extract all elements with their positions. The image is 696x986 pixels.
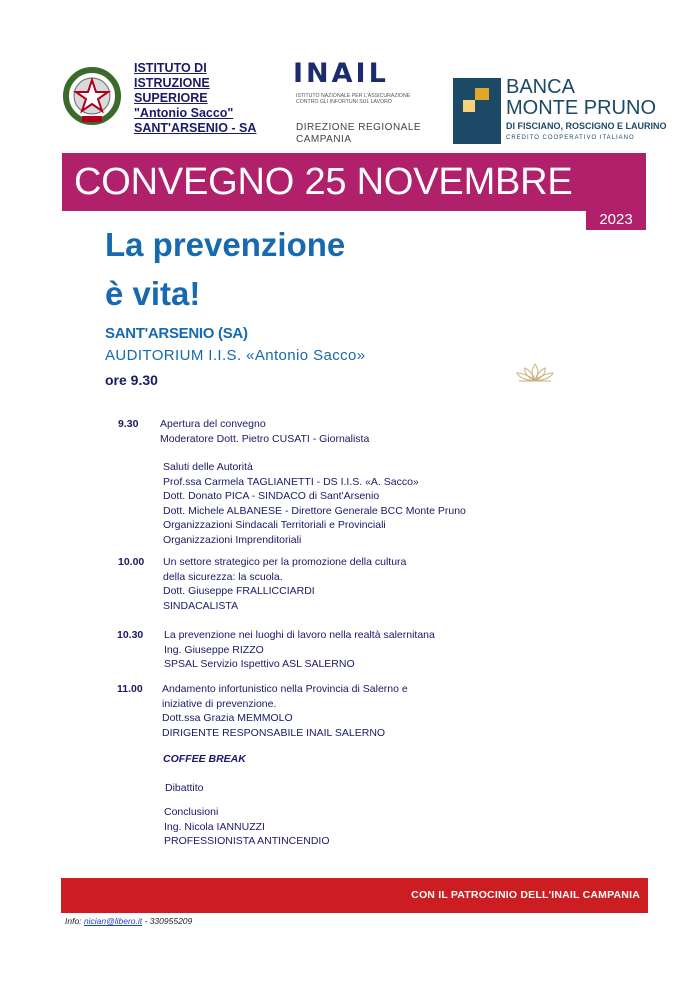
footer-band bbox=[61, 878, 648, 913]
venue-time: ore 9.30 bbox=[105, 372, 158, 388]
year-badge: 2023 bbox=[586, 210, 646, 230]
bank-subtitle: DI FISCIANO, ROSCIGNO E LAURINO bbox=[506, 121, 667, 131]
bank-name-line1: BANCA bbox=[506, 76, 575, 98]
program-line: SINDACALISTA bbox=[163, 599, 239, 612]
page-title: CONVEGNO 25 NOVEMBRE bbox=[74, 161, 573, 203]
debate: Dibattito bbox=[165, 782, 204, 794]
program-time: 11.00 bbox=[117, 683, 143, 695]
program-line: Dott. Giuseppe FRALLICCIARDI bbox=[163, 585, 315, 597]
email-link[interactable]: nician@libero.it bbox=[83, 916, 143, 926]
italian-republic-emblem-icon bbox=[62, 66, 122, 128]
lotus-icon bbox=[515, 360, 555, 384]
program-line: Dott.ssa Grazia MEMMOLO bbox=[162, 712, 293, 724]
venue-place: AUDITORIUM I.I.S. «Antonio Sacco» bbox=[105, 347, 366, 364]
program-line: Ing. Giuseppe RIZZO bbox=[164, 643, 264, 656]
program-line: Moderatore Dott. Pietro CUSATI - Giornalista bbox=[160, 432, 370, 445]
venue-city: SANT'ARSENIO (SA) bbox=[105, 325, 248, 342]
school-line: ISTRUZIONE bbox=[134, 76, 210, 90]
school-line: SUPERIORE bbox=[134, 91, 208, 105]
program-line: Saluti delle Autorità bbox=[163, 461, 253, 473]
headline-line2: è vita! bbox=[105, 275, 201, 312]
school-line: ISTITUTO DI bbox=[134, 61, 207, 75]
headline-line1: La prevenzione bbox=[105, 226, 346, 263]
school-line: SANT'ARSENIO - SA bbox=[134, 121, 257, 135]
conclusions-role: PROFESSIONISTA ANTINCENDIO bbox=[164, 835, 330, 847]
program-line: Andamento infortunistico nella Provincia di Salerno e bbox=[162, 683, 408, 695]
contact-info bbox=[65, 916, 192, 926]
school-name bbox=[134, 61, 256, 136]
inail-direction-line2: CAMPANIA bbox=[296, 134, 352, 145]
inail-direction bbox=[296, 122, 421, 146]
bank-logo-icon bbox=[453, 78, 501, 144]
info-phone: - 330955209 bbox=[142, 916, 193, 926]
program-line: iniziative di prevenzione. bbox=[162, 697, 277, 710]
program-line: Organizzazioni Imprenditoriali bbox=[163, 533, 302, 546]
inail-direction-line1: DIREZIONE REGIONALE bbox=[296, 122, 422, 133]
program-time: 10.30 bbox=[117, 629, 144, 641]
school-line: "Antonio Sacco" bbox=[134, 106, 234, 120]
inail-logo: INAIL bbox=[293, 58, 389, 89]
conclusions-speaker: Ing. Nicola IANNUZZI bbox=[164, 820, 265, 833]
program-line: La prevenzione nei luoghi di lavoro nella realtà salernitana bbox=[164, 629, 435, 641]
program-item bbox=[162, 682, 408, 740]
coffee-break: COFFEE BREAK bbox=[163, 753, 246, 765]
bank-name-line2: MONTE PRUNO bbox=[506, 97, 656, 119]
program-line: Prof.ssa Carmela TAGLIANETTI - DS I.I.S. «A. Sacco» bbox=[163, 475, 419, 488]
program-line: Apertura del convegno bbox=[160, 418, 266, 430]
title-band bbox=[62, 153, 646, 211]
program-item bbox=[160, 417, 369, 446]
conclusions-heading: Conclusioni bbox=[164, 806, 219, 818]
program-item bbox=[164, 628, 435, 672]
program-item bbox=[163, 460, 466, 547]
footer-patronage: CON IL PATROCINIO DELL'INAIL CAMPANIA bbox=[411, 889, 640, 901]
program-line: Un settore strategico per la promozione della cultura bbox=[163, 556, 407, 568]
program-time: 10.00 bbox=[118, 556, 145, 568]
program-line: della sicurezza: la scuola. bbox=[163, 570, 283, 583]
program-line: Organizzazioni Sindacali Territoriali e Provinciali bbox=[163, 519, 386, 531]
program-line: DIRIGENTE RESPONSABILE INAIL SALERNO bbox=[162, 726, 386, 739]
bank-tagline: CREDITO COOPERATIVO ITALIANO bbox=[506, 135, 635, 141]
info-prefix: Info: bbox=[65, 916, 84, 926]
program-item bbox=[163, 555, 406, 613]
program-line: Dott. Donato PICA - SINDACO di Sant'Arsenio bbox=[163, 490, 380, 502]
conclusions bbox=[164, 805, 330, 849]
inail-subtitle: ISTITUTO NAZIONALE PER L'ASSICURAZIONE CONTRO GLI INFORTUNI SUL LAVORO bbox=[296, 93, 411, 105]
program-line: Dott. Michele ALBANESE - Direttore Generale BCC Monte Pruno bbox=[163, 504, 466, 517]
program-line: SPSAL Servizio Ispettivo ASL SALERNO bbox=[164, 658, 355, 670]
program-time: 9.30 bbox=[118, 418, 139, 430]
